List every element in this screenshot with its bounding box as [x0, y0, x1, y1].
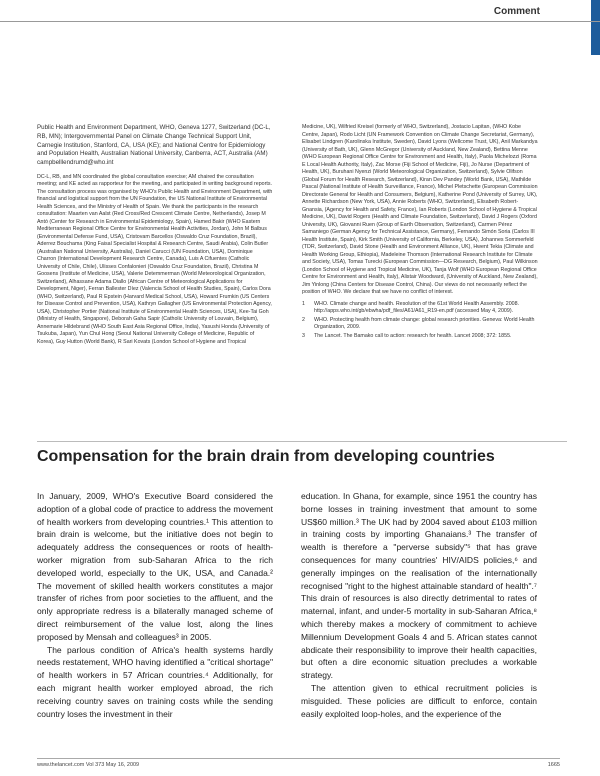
reference-item — [302, 333, 538, 341]
reference-text: The Lancet. The Bamako call to action: research for health. Lancet 2008; 372: 1855. — [314, 332, 512, 339]
body-paragraph: The parlous condition of Africa's health systems hardly needs restatement, WHO having identified a "critical shortage" of health workers in 57 African countries.⁴ Additionally, for each migrant health worker employed abroad, the rich receiving country saves on training costs while the sending country loses the investment in their — [37, 644, 273, 719]
affiliations-left-column — [37, 124, 273, 346]
article-body-right — [301, 490, 537, 720]
acknowledgements-text: DC-L, RB, and MN coordinated the global consultation exercise; AM chaired the consultation meeting; and KE acted as rapporteur for the meeting, and participated in writing background reports. The consultation process was organised by WHO's Public Health and Environment Department, with financial and logistical support from the UN Foundation, the US National Institute of Environmental Health Sciences, and the Ministry of Health of Spain. We thank the participants in the research consultation: Maarten van Aalst (Red Cross/Red Crescent Climate Centre, Netherlands), Josep M Antó (Center for Research in Environmental Epidemiology, Spain), Hamed Bakir (WHO Eastern Mediterranean Regional Office Centre for Environmental Health Activities, Jordan), John M Balbus (Environmental Defense Fund, USA), Cristovam Barcellos (Oswaldo Cruz Foundation, Brazil), Aderrez Bouchama (King Faisal Specialist Hospital & Research Centre, Saudi Arabia), Colin Butler (Australian National University, Australia), Daniel Carucci (UN Foundation, USA), Dominique Charron (International Development Research Centre, Canada), Luis A Cifuentes (Catholic University of Chile, Chile), Ulisses Confalonieri (Oswaldo Cruz Foundation, Brazil), Christina M Goosens (Institute of Medicine, USA), Valerie Detemmerman (World Meteorological Organization, Switzerland), Alhassane Adama Diallo (African Centre of Meteorological Applications for Development, Niger), Ferran Ballester Díez (Valencia School of Health Studies, Spain), Carlos Dora (WHO, Switzerland), Paul R Epstein (Harvard Medical School, USA), Howard Frumkin (US Centers for Disease Control and Prevention, USA), Kathryn Gallagher (US Environmental Protection Agency, USA), Christopher Portier (National Institute of Environmental Health Sciences, USA), Kee-Tai Goh (Ministry of Health, Singapore), Deborah Gaha Sapir (Catholic University of Louvain, Belgium), Annemarie Hildebrand (WHO South East Asia Regional Office, India), Yasushi Honda (University of Tsukuba, Japan), Yun Chul Hong (Seoul National University College of Medicine, Republic of Korea), Guy Hutton (World Bank), R Sari Kovats (London School of Hygiene and Tropical — [37, 173, 273, 345]
reference-list — [302, 301, 538, 341]
header-divider — [0, 21, 600, 22]
acknowledgements-continued: Medicine, UK), Wilfried Kreisel (formerly of WHO, Switzerland), Jostacio Lapitan, (WHO Kobe Centre, Japan), Rodo Licht (UN Framework Convention on Climate Change Secretariat, Germany), Elisabet Lindgren (Karolinska Institute, Sweden), David Lyons (Wellcome Trust, UK), Anil Markandya (University of Bath, UK), Glenn McGregor (University of Auckland, New Zealand), Bettina Menne (WHO European Regional Office Centre for Environment and Health, Italy), Paola Michelozzi (Roma E Local Health Authority, Italy), Zac Morse (Fiji School of Medicine, Fiji), Jo Nurse (Department of Health, UK), Buruhani Nyenzi (World Meteorological Organization, Switzerland), Sylvie Olifson (Global Forum for Health Research, Switzerland), Kiran Dev Pandey (World Bank, USA), Mathilde Pascal (National Institute of Health Surveillance, France), Michel Pletschette (European Commission Directorate General for Health and Consumers, Belgium), Katherine Pond (University of Surrey, UK), Annette Richardson (New York, USA), Annie Roberts (WHO, Switzerland), Elisabeth Robert-Gnansia, (Agency for Health and Safety, France), Ian Roberts (London School of Hygiene & Tropical Medicine, UK), David Rogers (Health and Climate Foundation, Switzerland), David J Rogers (Oxford University, UK), Giovanni Ruen (Group of Earth Observation, Switzerland), Carmen Pérez Samaniego (German Agency for Technical Assistance, Germany), Fernando Simón Soria (Carlos III Health Institute, Spain), Kirk Smith (University of California, Berkeley, USA), Johannes Sommerfeld (TDR, Switzerland), David Stone (Health and Environment Alliance, UK), Hwent Tekia (Climate and Health Working Group, Ethiopia), Madeleine Thomson (International Research Institute for Climate and Society, USA), Tomas Turecki (European Commission—DG Research, Belgium), Paul Wilkinson (London School of Hygiene and Tropical Medicine, UK), Tanja Wolf (WHO European Regional Office Centre for Environment and Health, Italy), Alistair Woodward, (University of Auckland, New Zealand), Jim Yinlong (China Centers for Disease Control, China). Our views do not necessarily reflect the position of WHO. We declare that we have no conflict of interest. — [302, 124, 538, 295]
reference-number: 3 — [302, 332, 305, 339]
section-header: Comment — [493, 6, 540, 17]
journal-footer: www.thelancet.com Vol 373 May 16, 2009 — [37, 762, 140, 768]
body-paragraph: The attention given to ethical recruitment policies is misguided. These policies are difficult to enforce, contain easily exploited loop-holes, and the experience of the — [301, 682, 537, 719]
article-title: Compensation for the brain drain from developing countries — [37, 448, 495, 465]
footer-divider — [37, 758, 560, 759]
reference-number: 1 — [302, 300, 305, 307]
page-number: 1665 — [547, 762, 560, 768]
author-affiliations: Public Health and Environment Department, WHO, Geneva 1277, Switzerland (DC-L, RB, MN); Intergovernmental Panel on Climate Change Technical Support Unit, Carnegie Institution, Stanford, CA, USA (KE); and National Centre for Epidemiology and Population Health, Australian National University, Canberra, ACT, Australia (AM) campbelllendrumd@who.int — [37, 124, 271, 167]
reference-text: WHO. Protecting health from climate change: global research priorities. Geneva: World Health Organization, 2009. — [314, 316, 535, 330]
article-body-left — [37, 490, 273, 720]
section-color-tab — [591, 0, 600, 55]
reference-item — [302, 301, 538, 316]
reference-item — [302, 317, 538, 332]
article-divider — [37, 441, 567, 442]
reference-number: 2 — [302, 316, 305, 323]
affiliations-right-column — [302, 124, 538, 341]
reference-text: WHO. Climate change and health. Resolution of the 61st World Health Assembly. 2008. http://apps.who.int/gb/ebwha/pdf_files/A61/A61_R19-en.pdf (accessed May 4, 2009). — [314, 300, 520, 314]
body-paragraph: In January, 2009, WHO's Executive Board considered the adoption of a global code of practice to address the movement of health workers from developing countries.¹ This attention to brain drain is welcome, but the initiative does not begin to adequately address the consequences or roots of health-worker migration from sub-Saharan Africa to the rich developed world, especially to the UK, USA, and Canada.² The movement of skilled health workers constitutes a major transfer of riches from poor societies to the affluent, and the only appropriate redress is a bilaterally managed scheme of direct reimbursement of the value lost, along the lines proposed by Mensah and colleagues³ in 2005. — [37, 491, 273, 642]
body-paragraph: education. In Ghana, for example, since 1951 the country has borne losses in training investment that amount to some US$60 million.³ The UK had by 2004 saved about £103 million in training costs by importing Ghanaians.³ The transfer of wealth is therefore a "perverse subsidy"⁵ that has grave consequences for many countries' HIV/AIDS policies,⁶ and generally impinges on the realisation of the internationally recognised "right to the highest attainable standard of health".⁷ This drain of resources is also directly detrimental to rates of maternal, infant, and under-5 mortality in sub-Saharan Africa,⁸ which thereby makes a mockery of commitment to achieve Millennium Development Goals 4 and 5. African states cannot abdicate their responsibility to improve their health capacities, but often a dire economic situation precludes a workable strategy. — [301, 491, 537, 681]
